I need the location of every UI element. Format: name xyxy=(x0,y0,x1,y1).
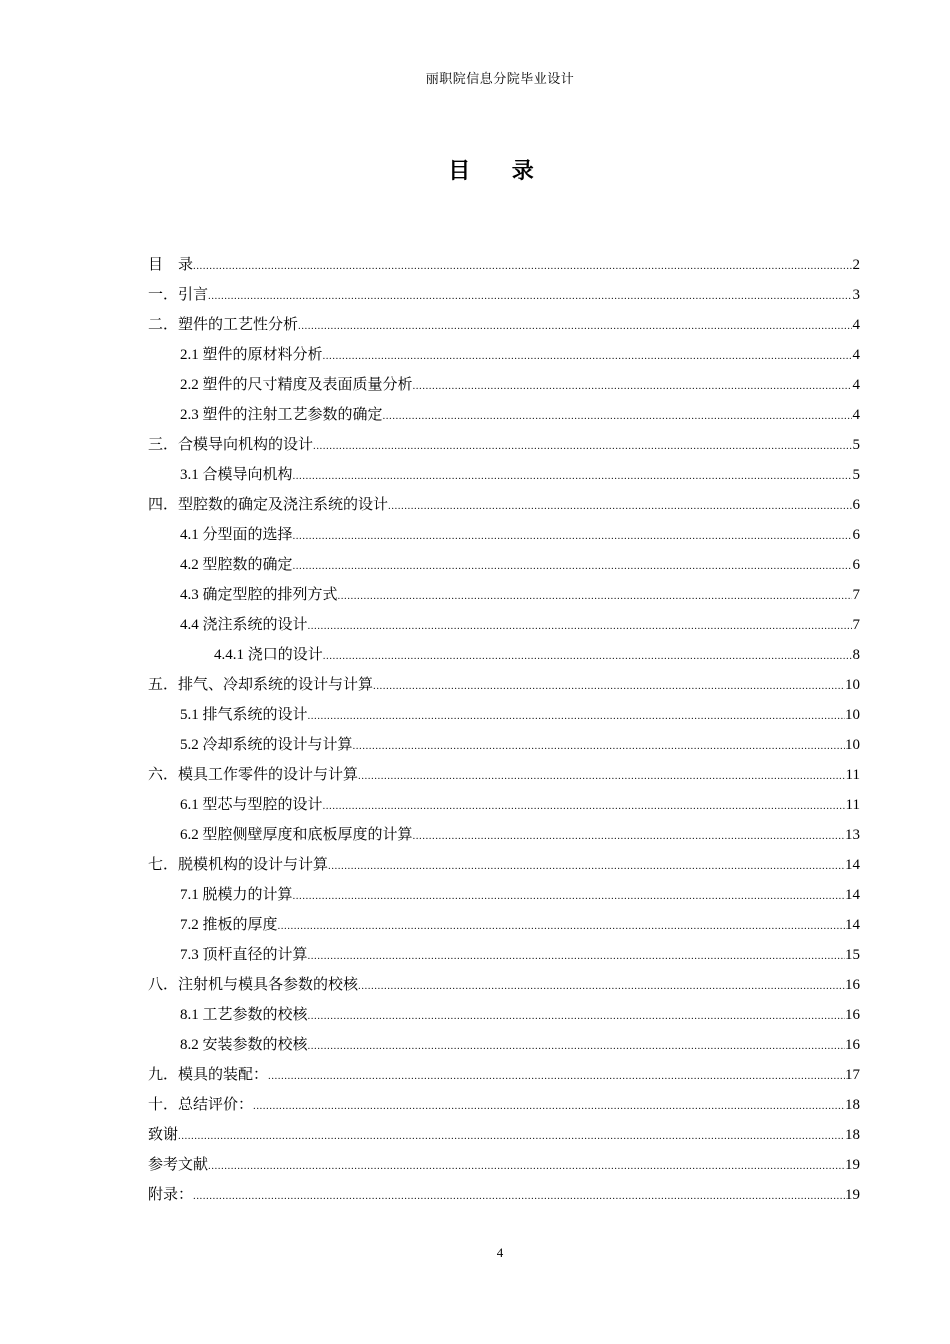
toc-entry[interactable] xyxy=(148,282,860,312)
toc-entry-label: 参考文献 xyxy=(148,1157,209,1173)
toc-entry-label: 8.2 安装参数的校核 xyxy=(180,1037,308,1053)
toc-entry-label: 6.2 型腔侧壁厚度和底板厚度的计算 xyxy=(180,827,413,843)
toc-leader-dots xyxy=(208,1153,845,1179)
toc-entry-label: 4.2 型腔数的确定 xyxy=(180,557,293,573)
toc-entry-label: 六．模具工作零件的设计与计算 xyxy=(148,767,359,783)
toc-entry[interactable] xyxy=(148,462,860,492)
toc-entry-page: 4 xyxy=(852,317,860,333)
toc-entry-page: 11 xyxy=(845,797,860,813)
toc-entry-page: 16 xyxy=(845,1037,860,1053)
toc-entry-label: 九．模具的装配： xyxy=(148,1067,269,1083)
toc-entry-page: 2 xyxy=(852,257,860,273)
toc-entry-label: 致谢 xyxy=(148,1127,179,1143)
toc-leader-dots xyxy=(293,463,852,489)
toc-leader-dots xyxy=(323,793,846,819)
toc-entry-page: 10 xyxy=(845,707,860,723)
toc-entry[interactable] xyxy=(148,732,860,762)
toc-entry[interactable] xyxy=(148,1152,860,1182)
toc-entry-label: 八．注射机与模具各参数的校核 xyxy=(148,977,359,993)
toc-entry-page: 14 xyxy=(845,857,860,873)
toc-entry-label: 附录： xyxy=(148,1187,194,1203)
toc-entry-page: 10 xyxy=(845,677,860,693)
toc-entry-label: 四．型腔数的确定及浇注系统的设计 xyxy=(148,497,389,513)
table-of-contents xyxy=(148,252,860,1212)
toc-entry-page: 16 xyxy=(845,977,860,993)
toc-leader-dots xyxy=(328,853,845,879)
toc-leader-dots xyxy=(338,583,852,609)
toc-entry-page: 7 xyxy=(852,617,860,633)
toc-entry-label: 三．合模导向机构的设计 xyxy=(148,437,314,453)
toc-entry-label: 4.4 浇注系统的设计 xyxy=(180,617,308,633)
toc-entry[interactable] xyxy=(148,342,860,372)
toc-entry[interactable] xyxy=(148,762,860,792)
toc-entry-label: 五．排气、冷却系统的设计与计算 xyxy=(148,677,374,693)
toc-entry-page: 5 xyxy=(852,437,860,453)
toc-entry-label: 8.1 工艺参数的校核 xyxy=(180,1007,308,1023)
toc-leader-dots xyxy=(268,1063,845,1089)
toc-leader-dots xyxy=(413,373,852,399)
toc-entry-label: 7.3 顶杆直径的计算 xyxy=(180,947,308,963)
toc-leader-dots xyxy=(208,283,852,309)
toc-entry[interactable] xyxy=(148,372,860,402)
toc-entry-page: 10 xyxy=(845,737,860,753)
toc-leader-dots xyxy=(373,673,845,699)
toc-entry[interactable] xyxy=(148,1182,860,1212)
toc-entry-page: 13 xyxy=(845,827,860,843)
toc-leader-dots xyxy=(353,733,845,759)
toc-entry[interactable] xyxy=(148,912,860,942)
toc-leader-dots xyxy=(358,763,846,789)
toc-leader-dots xyxy=(193,1183,845,1209)
toc-entry-label: 2.2 塑件的尺寸精度及表面质量分析 xyxy=(180,377,413,393)
toc-entry-page: 5 xyxy=(852,467,860,483)
toc-leader-dots xyxy=(323,643,852,669)
toc-leader-dots xyxy=(388,493,852,519)
toc-leader-dots xyxy=(313,433,852,459)
toc-entry-label: 7.2 推板的厚度 xyxy=(180,917,278,933)
toc-entry-label: 4.4.1 浇口的设计 xyxy=(214,647,323,663)
toc-leader-dots xyxy=(298,313,852,339)
toc-entry-page: 14 xyxy=(845,887,860,903)
toc-entry-page: 15 xyxy=(845,947,860,963)
toc-entry-label: 5.2 冷却系统的设计与计算 xyxy=(180,737,353,753)
toc-leader-dots xyxy=(293,553,852,579)
toc-entry[interactable] xyxy=(148,582,860,612)
toc-leader-dots xyxy=(193,253,852,279)
toc-entry[interactable] xyxy=(148,642,860,672)
toc-entry-label: 2.1 塑件的原材料分析 xyxy=(180,347,323,363)
toc-entry-page: 3 xyxy=(852,287,860,303)
toc-entry-label: 7.1 脱模力的计算 xyxy=(180,887,293,903)
toc-entry-label: 目 录 xyxy=(148,257,194,273)
toc-leader-dots xyxy=(178,1123,845,1149)
toc-leader-dots xyxy=(413,823,845,849)
toc-entry[interactable] xyxy=(148,972,860,1002)
toc-leader-dots xyxy=(278,913,845,939)
toc-entry-label: 4.1 分型面的选择 xyxy=(180,527,293,543)
toc-entry-page: 7 xyxy=(852,587,860,603)
toc-entry[interactable] xyxy=(148,1092,860,1122)
toc-entry-page: 11 xyxy=(845,767,860,783)
page-number: 4 xyxy=(496,1245,504,1260)
toc-entry-page: 6 xyxy=(852,557,860,573)
toc-entry[interactable] xyxy=(148,432,860,462)
toc-entry-label: 5.1 排气系统的设计 xyxy=(180,707,308,723)
toc-entry[interactable] xyxy=(148,822,860,852)
toc-entry[interactable] xyxy=(148,492,860,522)
toc-leader-dots xyxy=(383,403,852,429)
toc-entry-label: 一．引言 xyxy=(148,287,209,303)
toc-leader-dots xyxy=(293,883,845,909)
toc-entry[interactable] xyxy=(148,882,860,912)
toc-entry[interactable] xyxy=(148,792,860,822)
toc-entry-label: 七．脱模机构的设计与计算 xyxy=(148,857,329,873)
toc-entry[interactable] xyxy=(148,402,860,432)
page-title: 目 录 xyxy=(448,158,552,183)
toc-entry-page: 6 xyxy=(852,497,860,513)
toc-entry-page: 18 xyxy=(845,1097,860,1113)
toc-entry-page: 4 xyxy=(852,347,860,363)
toc-entry-label: 6.1 型芯与型腔的设计 xyxy=(180,797,323,813)
toc-entry[interactable] xyxy=(148,612,860,642)
toc-leader-dots xyxy=(308,1033,845,1059)
toc-entry-label: 十．总结评价： xyxy=(148,1097,254,1113)
toc-leader-dots xyxy=(308,613,852,639)
toc-leader-dots xyxy=(323,343,852,369)
toc-entry-page: 19 xyxy=(845,1187,860,1203)
toc-entry[interactable] xyxy=(148,1032,860,1062)
toc-entry-page: 4 xyxy=(852,407,860,423)
toc-entry[interactable] xyxy=(148,522,860,552)
toc-entry-page: 19 xyxy=(845,1157,860,1173)
toc-entry-page: 14 xyxy=(845,917,860,933)
toc-entry[interactable] xyxy=(148,702,860,732)
toc-entry[interactable] xyxy=(148,1122,860,1152)
toc-entry-label: 二．塑件的工艺性分析 xyxy=(148,317,299,333)
toc-leader-dots xyxy=(293,523,852,549)
toc-leader-dots xyxy=(358,973,845,999)
toc-leader-dots xyxy=(308,1003,845,1029)
toc-entry[interactable] xyxy=(148,1002,860,1032)
toc-entry-label: 4.3 确定型腔的排列方式 xyxy=(180,587,338,603)
toc-entry[interactable] xyxy=(148,672,860,702)
toc-entry[interactable] xyxy=(148,552,860,582)
toc-leader-dots xyxy=(308,703,845,729)
toc-entry-page: 16 xyxy=(845,1007,860,1023)
toc-leader-dots xyxy=(308,943,845,969)
page-header: 丽职院信息分院毕业设计 xyxy=(425,71,575,86)
toc-leader-dots xyxy=(253,1093,845,1119)
toc-entry-label: 3.1 合模导向机构 xyxy=(180,467,293,483)
toc-entry-page: 17 xyxy=(845,1067,860,1083)
toc-entry-page: 8 xyxy=(852,647,860,663)
toc-entry[interactable] xyxy=(148,252,860,282)
toc-entry-page: 4 xyxy=(852,377,860,393)
toc-entry-label: 2.3 塑件的注射工艺参数的确定 xyxy=(180,407,383,423)
toc-entry[interactable] xyxy=(148,942,860,972)
toc-entry-page: 6 xyxy=(852,527,860,543)
toc-entry[interactable] xyxy=(148,312,860,342)
toc-entry[interactable] xyxy=(148,852,860,882)
toc-entry-page: 18 xyxy=(845,1127,860,1143)
toc-entry[interactable] xyxy=(148,1062,860,1092)
